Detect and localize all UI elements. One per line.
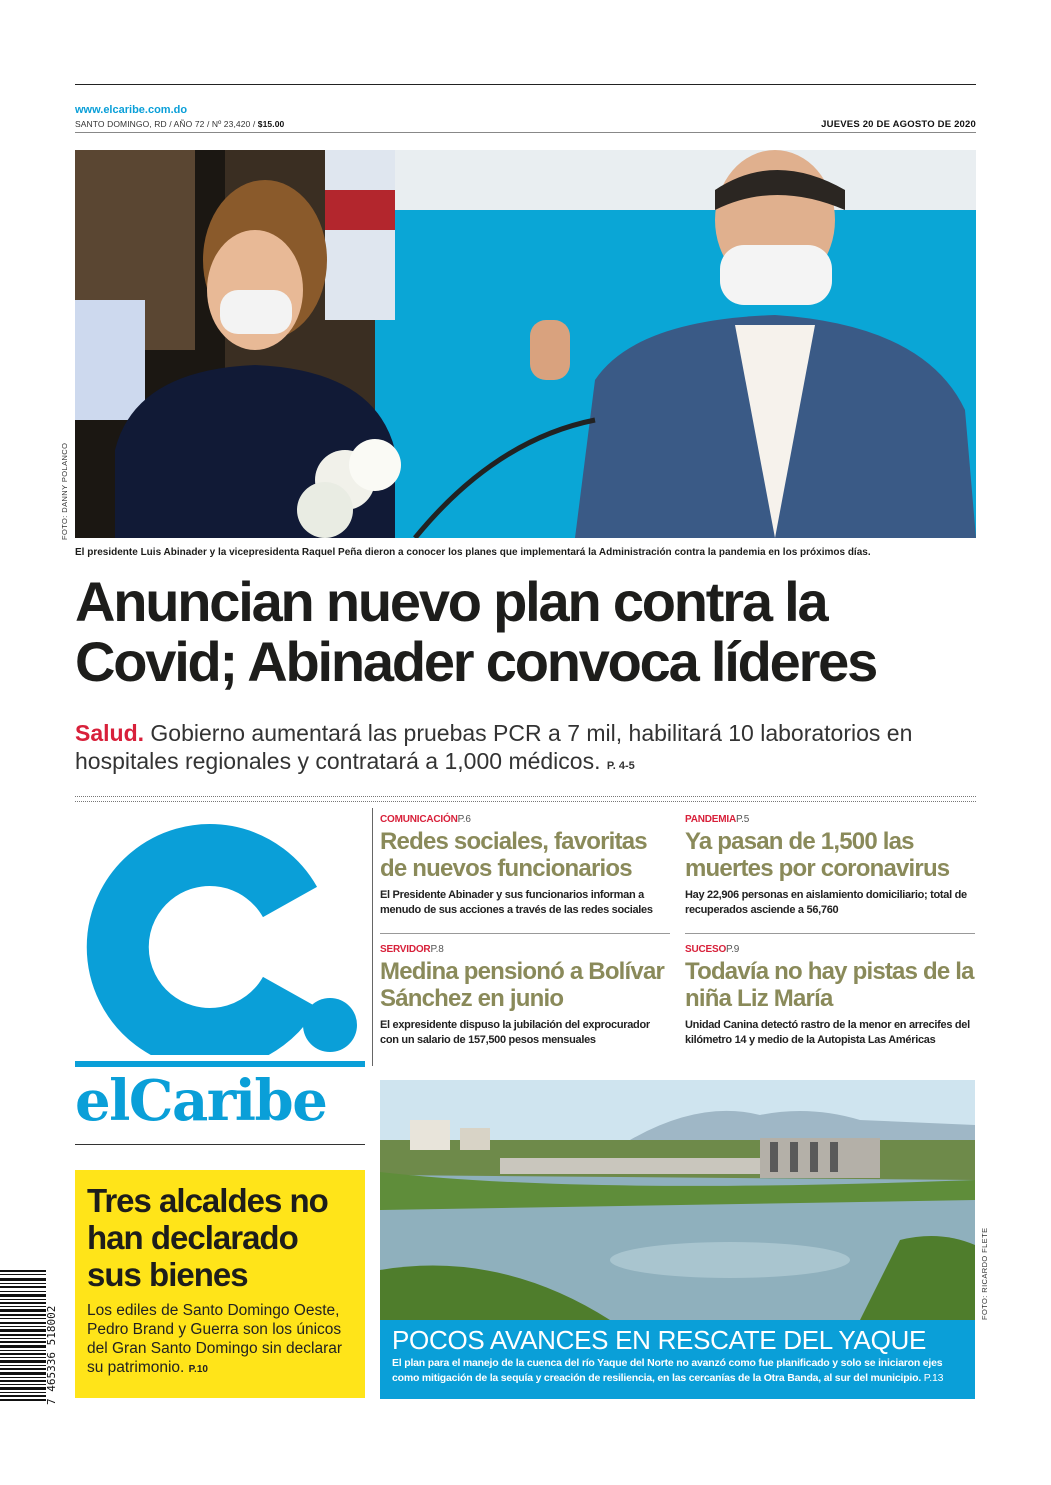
story-summary: El expresidente dispuso la jubilación del exprocurador con un salario de 157,500 pesos mensuales — [380, 1019, 650, 1046]
lead-photo[interactable] — [75, 150, 976, 538]
price: $15.00 — [257, 119, 285, 129]
yaque-text: El plan para el manejo de la cuenca del río Yaque del Norte no avanzó como fue planificado y solo se iniciaron ejes como mitigación de la sequía y creación de resiliencia, en las cercanías de la Otra Banda, al sur del municipio. — [392, 1357, 943, 1384]
story-headline: Redes sociales, favoritas de nuevos funcionarios — [380, 828, 647, 882]
elcaribe-c-logo-icon — [75, 820, 365, 1055]
issue-date: JUEVES 20 DE AGOSTO DE 2020 — [821, 119, 976, 130]
yaque-page-ref: P.13 — [923, 1372, 944, 1384]
story-section-name: COMUNICACIÓN — [380, 814, 458, 825]
yaque-text-block — [392, 1356, 963, 1386]
top-rule — [75, 84, 976, 85]
deck-text: Gobierno aumentará las pruebas PCR a 7 mil, habilitará 10 laboratorios en hospitales regionales y contratará a 1,000 médicos. — [75, 720, 913, 774]
barcode-icon — [0, 1270, 46, 1402]
column-separator — [372, 808, 373, 1066]
yaque-photo[interactable] — [380, 1080, 975, 1320]
logo-rule — [75, 1144, 365, 1145]
story-headline: Todavía no hay pistas de la niña Liz María — [685, 958, 974, 1012]
deck-kicker: Salud. — [75, 720, 145, 746]
sidebar-story[interactable] — [75, 1170, 365, 1398]
story-page-ref: P.9 — [726, 944, 740, 955]
story-section-name: PANDEMIA — [685, 814, 736, 825]
story-headline: Ya pasan de 1,500 las muertes por coronavirus — [685, 828, 950, 882]
story-section-name: SERVIDOR — [380, 944, 431, 955]
story-summary: Hay 22,906 personas en aislamiento domiciliario; total de recuperados asciende a 56,760 — [685, 889, 967, 916]
story-section — [380, 944, 670, 955]
logo-bar — [75, 1061, 365, 1067]
main-headline-line2: Covid; Abinader convoca líderes — [75, 630, 877, 693]
lead-photo-credit: FOTO: DANNY POLANCO — [60, 442, 69, 540]
sidebar-page-ref: P.10 — [188, 1364, 208, 1375]
yaque-story[interactable] — [380, 1320, 975, 1399]
story-summary: El Presidente Abinader y sus funcionarios informan a menudo de sus acciones a través de las redes sociales — [380, 889, 653, 916]
story-page-ref: P.6 — [457, 814, 471, 825]
story-pandemia[interactable] — [685, 814, 975, 918]
story-headline: Medina pensionó a Bolívar Sánchez en junio — [380, 958, 665, 1012]
yaque-headline: POCOS AVANCES EN RESCATE DEL YAQUE — [392, 1325, 927, 1355]
story-rule — [685, 933, 975, 934]
sidebar-text-block — [87, 1301, 353, 1379]
site-url-link[interactable]: www.elcaribe.com.do — [75, 104, 188, 116]
story-summary: Unidad Canina detectó rastro de la menor en arrecifes del kilómetro 14 y medio de la Autopista Las Américas — [685, 1019, 970, 1046]
story-section — [685, 814, 975, 825]
sidebar-text: Los ediles de Santo Domingo Oeste, Pedro Brand y Guerra son los únicos del Gran Santo Domingo sin declarar su patrimonio. — [87, 1302, 343, 1376]
story-section-name: SUCESO — [685, 944, 727, 955]
barcode-digits: 7 465336 518002 — [45, 1305, 58, 1405]
story-page-ref: P.5 — [736, 814, 750, 825]
story-section — [685, 944, 975, 955]
masthead-rule — [75, 132, 976, 133]
yaque-photo-credit: FOTO: RICARDO FLETE — [980, 1227, 989, 1320]
story-comunicacion[interactable] — [380, 814, 670, 918]
deck-page-ref: P. 4-5 — [606, 760, 635, 772]
main-headline[interactable] — [75, 572, 975, 692]
section-divider — [75, 796, 976, 802]
yaque-photo-illustration — [380, 1080, 975, 1320]
edition-text: SANTO DOMINGO, RD / AÑO 72 / Nº 23,420 / — [75, 119, 256, 129]
elcaribe-wordmark: elCaribe — [75, 1068, 327, 1134]
story-page-ref: P.8 — [430, 944, 444, 955]
story-suceso[interactable] — [685, 944, 975, 1048]
lead-photo-caption: El presidente Luis Abinader y la vicepresidenta Raquel Peña dieron a conocer los planes que implementará la Administración contra la pandemia en los próximos días. — [75, 547, 871, 558]
story-rule — [380, 933, 670, 934]
story-servidor[interactable] — [380, 944, 670, 1048]
main-deck — [75, 719, 975, 780]
lead-photo-illustration — [75, 150, 976, 538]
main-headline-line1: Anuncian nuevo plan contra la — [75, 570, 827, 633]
story-section — [380, 814, 670, 825]
edition-info — [75, 119, 284, 129]
sidebar-headline: Tres alcaldes no han declarado sus bienes — [87, 1182, 328, 1293]
